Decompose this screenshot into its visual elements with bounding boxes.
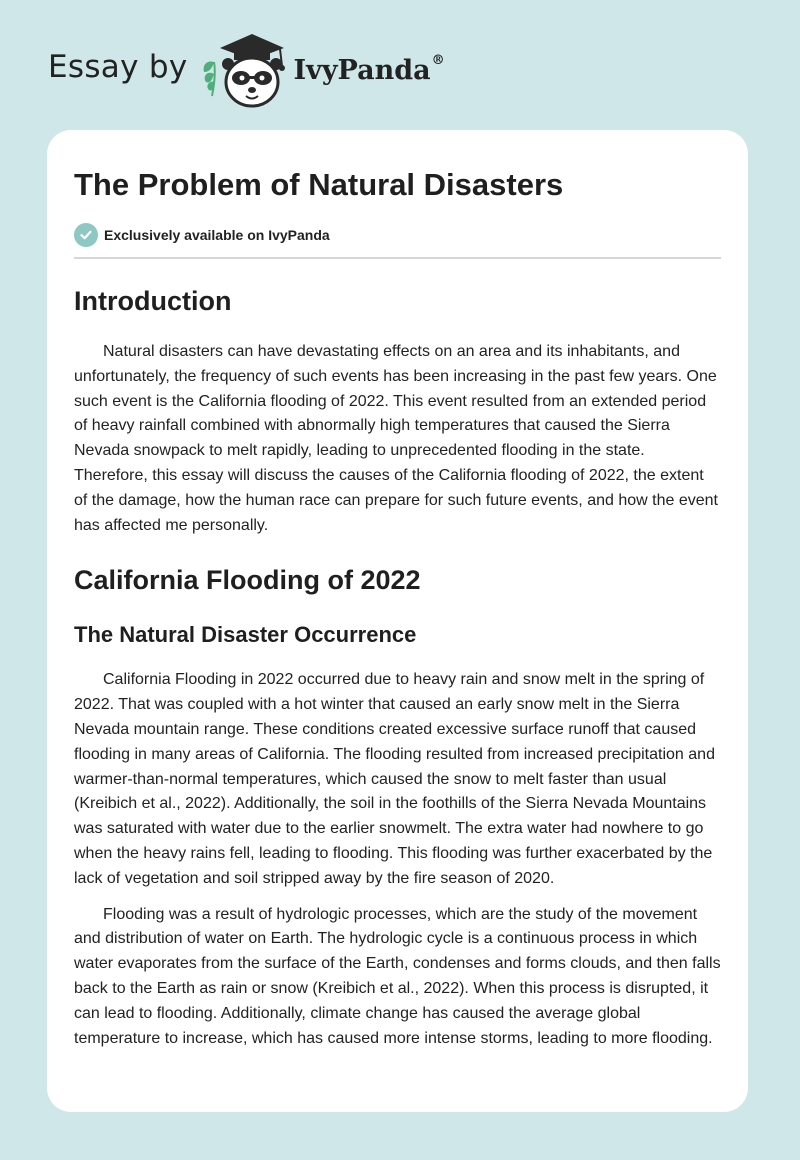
exclusive-label: Exclusively available on IvyPanda — [104, 227, 330, 243]
brand-name[interactable]: IvyPanda® — [293, 52, 445, 86]
divider — [74, 257, 721, 259]
subheading-natural-disaster-occurrence: The Natural Disaster Occurrence — [74, 622, 417, 648]
introduction-paragraph: Natural disasters can have devastating effects on an area and its inhabitants, and unfortunately, the frequency of such events has been increasing in the past few years. One such event is the California flooding of 2022. This event resulted from an extended period of heavy rainfall combined with abnormally high temperatures that caused the Sierra Nevada snowpack to melt rapidly, leading to unprecedented flooding in the state. Therefore, this essay will discuss the causes of the California flooding of 2022, the extent of the damage, how the human race can prepare for such future events, and how the event has affected me personally. — [74, 343, 718, 534]
occurrence-paragraph-2: Flooding was a result of hydrologic processes, which are the study of the movement and distribution of water on Earth. The hydrologic cycle is a continuous process in which water evaporates from the surface of the Earth, condenses and forms clouds, and then falls back to the Earth as rain or snow (Kreibich et al., 2022). When this process is disrupted, it can lead to flooding. Additionally, climate change has caused the average global temperature to increase, which has caused more intense storms, leading to more flooding. — [74, 905, 721, 1047]
check-icon — [74, 223, 98, 247]
essay-by-label: Essay by — [48, 49, 188, 85]
site-header — [48, 30, 445, 110]
section-heading-california-flooding: California Flooding of 2022 — [74, 565, 421, 596]
article-card — [47, 130, 748, 1112]
panda-graduate-icon[interactable] — [200, 30, 296, 110]
occurrence-paragraph-1: California Flooding in 2022 occurred due to heavy rain and snow melt in the spring of 2022. That was coupled with a hot winter that caused an early snow melt in the Sierra Nevada mountain range. These conditions created excessive surface runoff that caused flooding in many areas of California. The flooding resulted from increased precipitation and warmer-than-normal temperatures, which caused the snow to melt faster than usual (Kreibich et al., 2022). Additionally, the soil in the foothills of the Sierra Nevada Mountains was saturated with water due to the earlier snowmelt. The extra water had nowhere to go when the heavy rains fell, leading to flooding. This flooding was further exacerbated by the lack of vegetation and soil stripped away by the fire season of 2020. — [74, 671, 715, 887]
section-heading-introduction: Introduction — [74, 286, 232, 316]
exclusive-badge — [74, 222, 721, 248]
page-title: The Problem of Natural Disasters — [74, 167, 564, 202]
registered-mark: ® — [431, 52, 445, 68]
